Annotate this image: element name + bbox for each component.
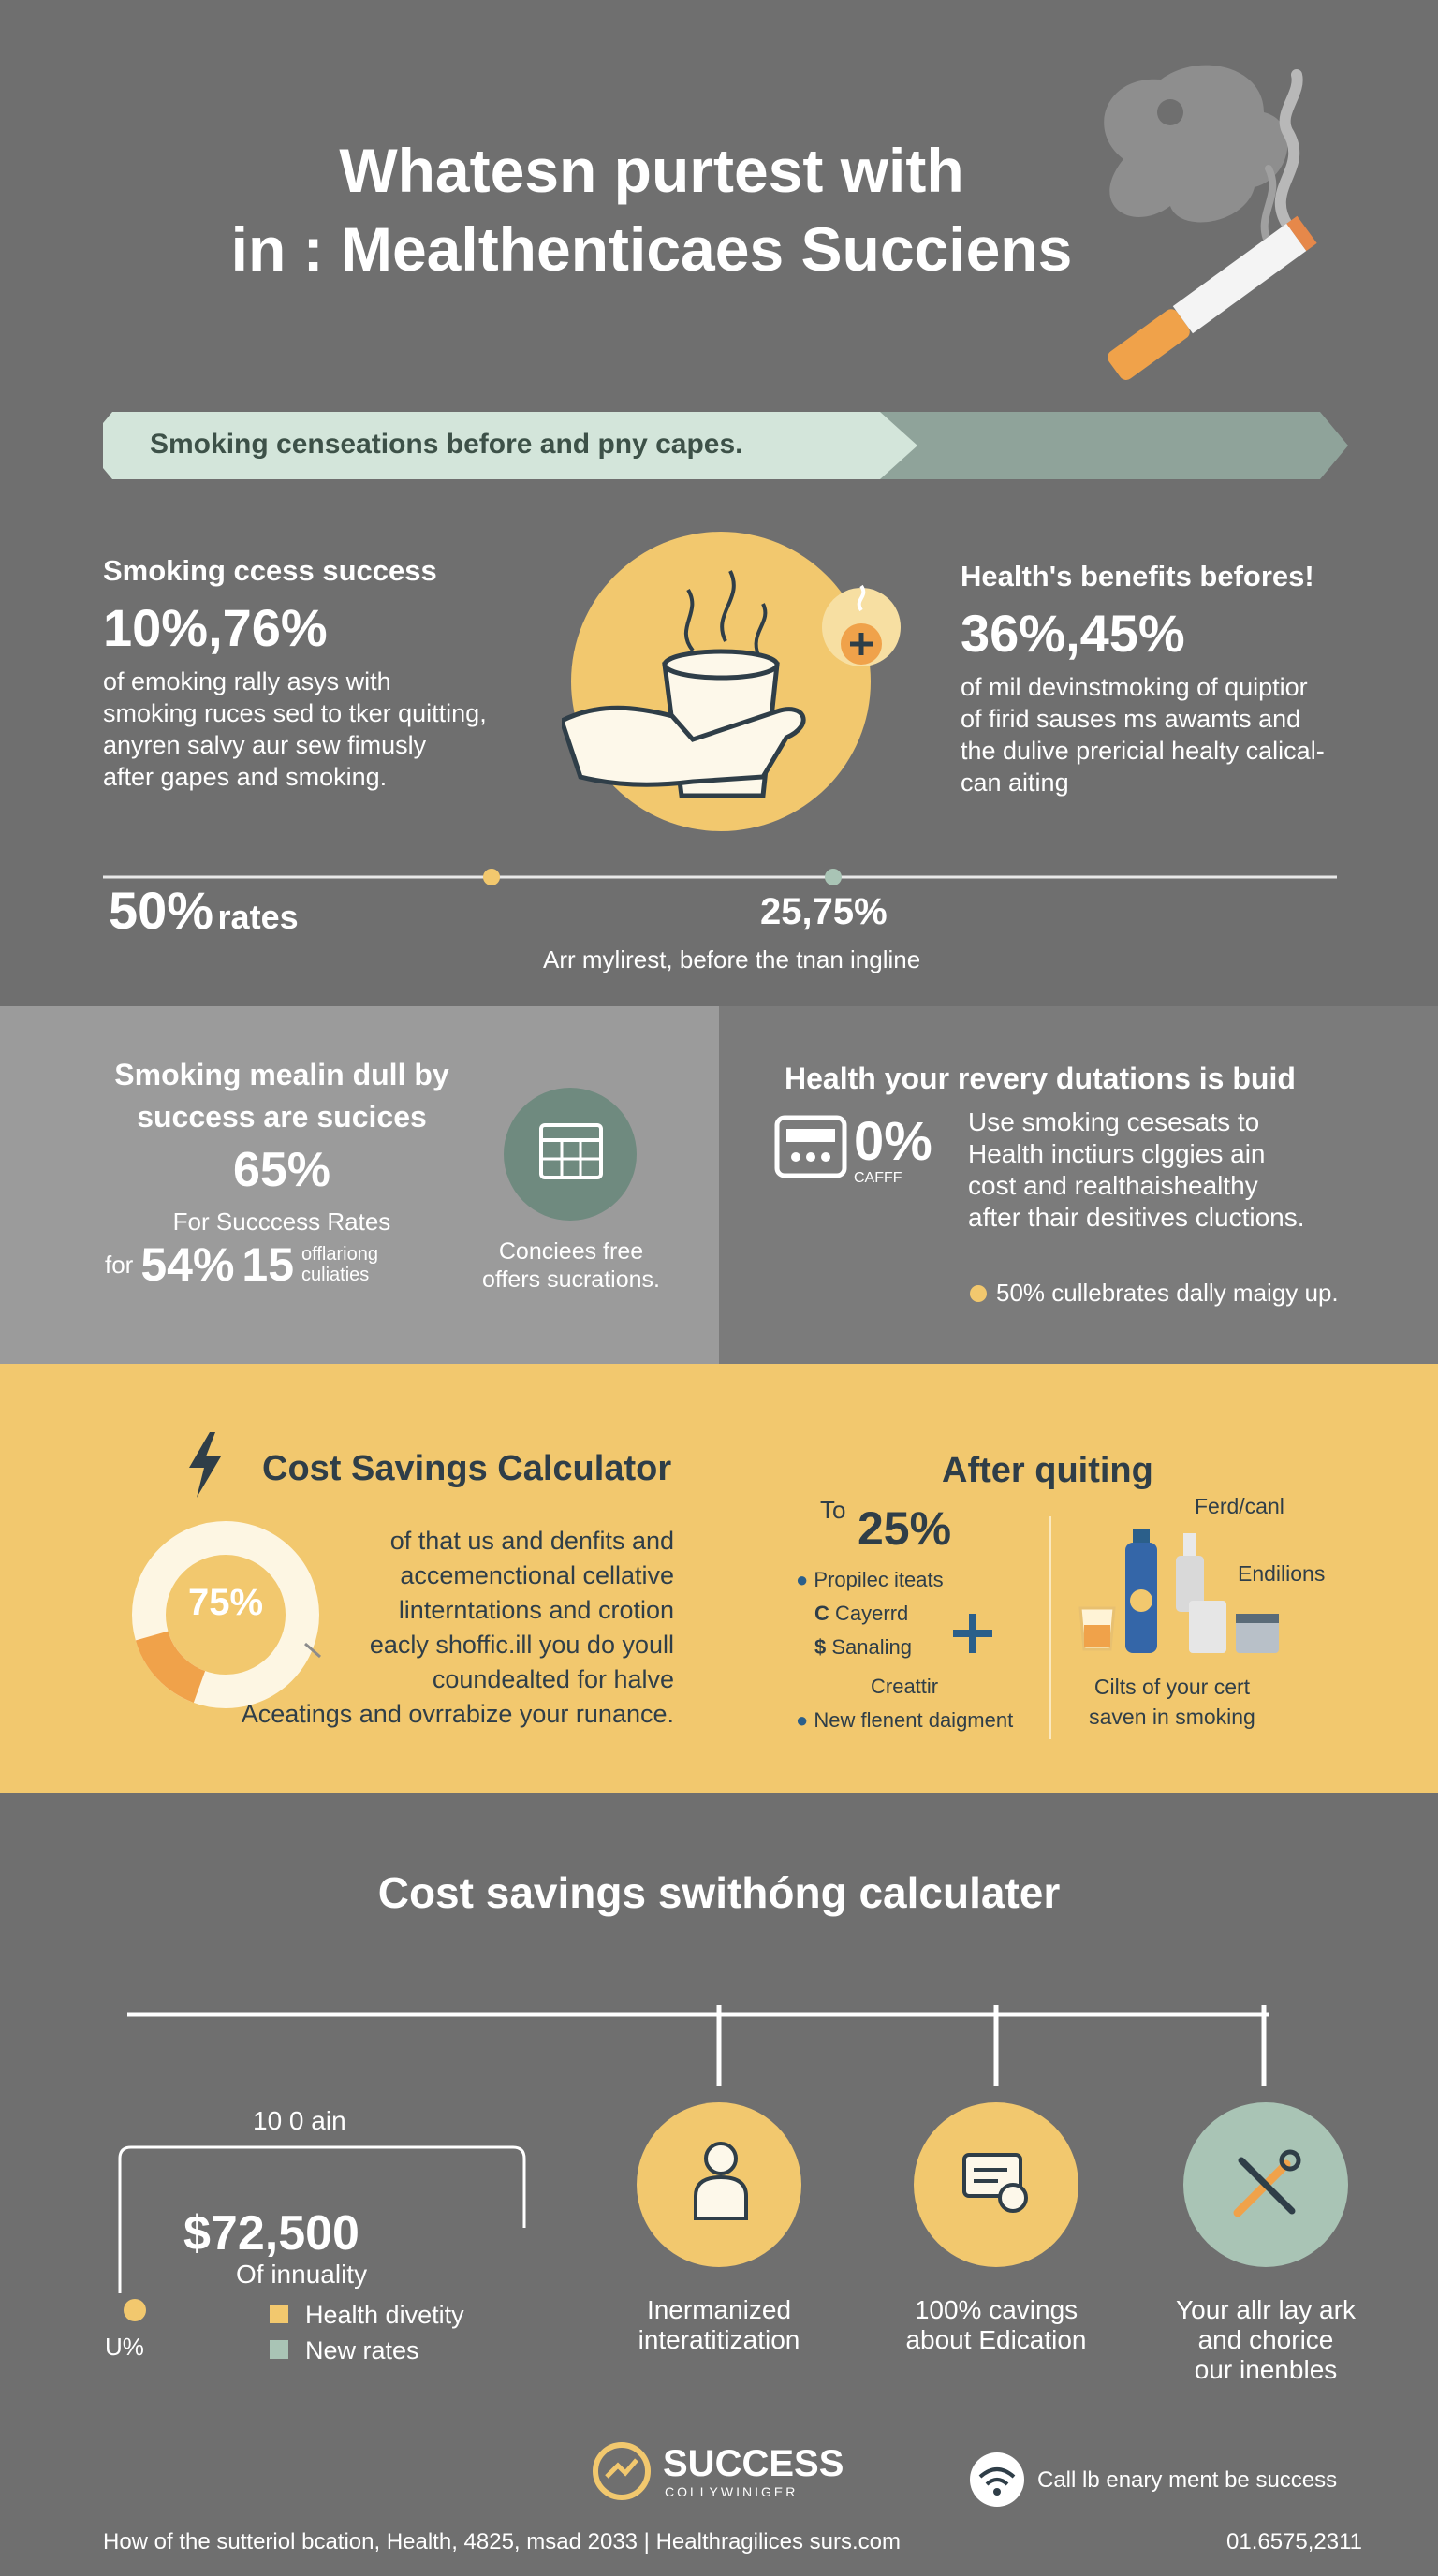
marker-dot xyxy=(124,2299,146,2321)
panel-left-big-b: 15 xyxy=(242,1238,295,1291)
box-icon xyxy=(1189,1601,1226,1653)
panel-left-big-a: 54% xyxy=(140,1238,235,1291)
panel-right-heading: Health your revery dutations is buid xyxy=(785,1061,1296,1095)
stats-left-line: anyren salvy aur sew fimusly xyxy=(103,731,427,759)
step-label-line: interatitization xyxy=(638,2325,800,2354)
footer-call: Call lb enary ment be success xyxy=(1037,2467,1338,2493)
panel-right-line: Use smoking cesesats to xyxy=(968,1107,1260,1136)
document-icon xyxy=(961,2144,1035,2218)
lightning-icon xyxy=(183,1432,227,1498)
after-item-text: New flenent daigment xyxy=(814,1708,1014,1732)
after-item-prefix: $ xyxy=(814,1635,827,1659)
panel-left-heading xyxy=(90,1058,474,1237)
stats-right-line: can aiting xyxy=(961,768,1069,797)
plus-icon xyxy=(949,1610,996,1657)
left-marker-label: U% xyxy=(105,2333,144,2361)
timeline-marker xyxy=(483,869,500,886)
cigarette-icon xyxy=(1105,216,1317,383)
calculator-line: eacly shoffic.ill you do youll xyxy=(369,1631,674,1659)
stats-right-value: 36%,45% xyxy=(961,604,1185,663)
step-label-line: and chorice xyxy=(1197,2325,1334,2354)
calculator-line: coundealted for halve xyxy=(432,1665,674,1693)
after-item-prefix: C xyxy=(814,1602,829,1625)
after-right-caption xyxy=(1060,1672,1284,1732)
after-right-caption-2: saven in smoking xyxy=(1089,1705,1255,1729)
panel-left-sub: For Succcess Rates xyxy=(172,1208,391,1236)
after-right-top: Ferd/canl xyxy=(1195,1494,1284,1518)
cup-hand-illustration xyxy=(562,524,936,842)
timeline-right-value: 25,75% xyxy=(760,891,888,932)
legend-item xyxy=(270,2333,464,2368)
after-value: 25% xyxy=(858,1502,952,1555)
smoke-cloud-icon xyxy=(1104,66,1297,243)
stats-left-heading: Smoking ccess success xyxy=(103,554,437,587)
step-label-line: Inermanized xyxy=(646,2295,792,2324)
stats-right xyxy=(961,560,1401,798)
panel-right-body xyxy=(968,1106,1305,1234)
calendar-caption-2: offers sucrations. xyxy=(482,1266,660,1293)
step-label-line: Your allr lay ark xyxy=(1176,2295,1356,2324)
timeline-caption: Arr mylirest, before the tnan ingline xyxy=(543,945,921,973)
stats-right-line: the dulive prericial healty calical- xyxy=(961,737,1325,765)
stats-right-line: of firid sauses ms awamts and xyxy=(961,705,1301,733)
savings-title-text: Cost savings swithóng calculater xyxy=(377,1868,1061,1917)
timeline-marker xyxy=(825,869,842,886)
donut-value: 75% xyxy=(187,1582,264,1623)
cigarette-smoke-illustration xyxy=(1067,56,1376,384)
column-divider xyxy=(1049,1516,1051,1739)
legend-swatch xyxy=(270,2340,288,2359)
step-label-line: about Edication xyxy=(905,2325,1087,2354)
after-item-text: Cayerrd xyxy=(835,1602,909,1625)
calendar-caption-1: Conciees free xyxy=(498,1238,644,1265)
legend-swatch xyxy=(270,2305,288,2323)
stats-right-heading: Health's benefits befores! xyxy=(961,560,1314,593)
calendar-icon xyxy=(534,1116,609,1191)
stats-left-line: after gapes and smoking. xyxy=(103,763,388,791)
glass-icon xyxy=(1080,1608,1114,1649)
after-item-text: Sanaling xyxy=(831,1635,913,1659)
legend-label: New rates xyxy=(305,2336,419,2364)
bullet-dot: ● xyxy=(796,1568,809,1591)
step-label-line: 100% cavings xyxy=(914,2295,1078,2324)
title-line-1: Whatesn purtest with xyxy=(339,136,964,205)
monitor-icon xyxy=(773,1114,848,1179)
panel-right-line: after thair desitives cluctions. xyxy=(968,1203,1305,1232)
after-quitting-title: After quiting xyxy=(942,1451,1153,1490)
timeline-left xyxy=(109,880,299,941)
banner-text: Smoking censeations before and pny capes. xyxy=(150,429,743,460)
stats-left-line: of emoking rally asys with xyxy=(103,667,391,695)
step-label-3 xyxy=(1120,2295,1412,2385)
stats-left-value: 10%,76% xyxy=(103,598,328,657)
after-right-mid: Endilions xyxy=(1238,1561,1326,1586)
savings-amount: $72,500 xyxy=(183,2206,360,2261)
after-item-creattir: Creattir xyxy=(871,1675,939,1698)
stats-left xyxy=(103,554,534,793)
savings-amount-sub: Of innuality xyxy=(236,2260,368,2289)
panel-left-heading-2: success are sucices xyxy=(137,1100,427,1134)
calculator-body xyxy=(225,1524,674,1732)
stats-left-line: smoking ruces sed to tker quitting, xyxy=(103,699,487,727)
footer-address: How of the sutteriol bcation, Health, 4825, msad 2033 | Healthragilices surs.com xyxy=(103,2529,901,2554)
footer-brand-sub: COLLYWINIGER xyxy=(665,2484,799,2499)
footer-phone: 01.6575,2311 xyxy=(1226,2529,1363,2554)
calculator-line: linterntations and crotion xyxy=(398,1596,674,1624)
panel-left-row xyxy=(105,1237,378,1292)
spray-icon xyxy=(1176,1533,1204,1612)
after-item xyxy=(796,1704,1013,1737)
success-logo-icon xyxy=(592,2441,652,2501)
bottles-illustration xyxy=(1073,1515,1298,1655)
legend-item xyxy=(270,2297,464,2333)
savings-title xyxy=(0,1867,1438,1918)
stats-right-body xyxy=(961,671,1401,798)
tools-icon xyxy=(1228,2147,1303,2222)
legend-label: Health divetity xyxy=(305,2301,464,2329)
panel-left-tiny-1: offlariong xyxy=(301,1244,378,1265)
calculator-line: Aceatings and ovrrabize your runance. xyxy=(241,1700,674,1728)
after-item xyxy=(796,1563,1013,1597)
savings-legend xyxy=(270,2297,464,2368)
panel-right-value: 0% xyxy=(854,1111,932,1172)
panel-right-line: Health inctiurs clggies ain xyxy=(968,1139,1266,1168)
savings-timeline xyxy=(122,1996,1273,2089)
stats-right-line: of mil devinstmoking of quiptior xyxy=(961,673,1308,701)
panel-left-value: 65% xyxy=(232,1143,331,1197)
panel-right-line: cost and realthaishealthy xyxy=(968,1171,1258,1200)
timeline-left-value: 50% xyxy=(109,881,214,940)
timeline-left-label: rates xyxy=(217,898,299,936)
after-right-caption-1: Cilts of your cert xyxy=(1093,1675,1251,1699)
calculator-line: accemenctional cellative xyxy=(400,1561,674,1589)
step-label-1 xyxy=(573,2295,865,2355)
step-label-2 xyxy=(850,2295,1142,2355)
panel-right-value-sub: CAFFF xyxy=(854,1170,902,1186)
panel-left-for: for xyxy=(105,1250,134,1279)
panel-right-bullet-text: 50% cullebrates dally maigy up. xyxy=(996,1279,1339,1307)
panel-left-heading-1: Smoking mealin dull by xyxy=(114,1058,449,1091)
stats-left-body xyxy=(103,666,534,793)
person-icon xyxy=(688,2138,754,2222)
footer-brand: SUCCESS xyxy=(663,2443,844,2484)
bracket-label: 10 0 ain xyxy=(253,2106,346,2135)
after-to-label: To xyxy=(820,1496,846,1524)
calculator-line: of that us and denfits and xyxy=(389,1527,674,1555)
title-line-2: in : Mealthenticaes Succiens xyxy=(230,214,1073,284)
step-label-line: our inenbles xyxy=(1194,2355,1338,2384)
panel-left-tiny-2: culiaties xyxy=(301,1265,370,1285)
wifi-icon xyxy=(976,2462,1018,2499)
panel-right-bullet xyxy=(970,1279,1339,1308)
calendar-caption xyxy=(468,1237,674,1294)
calculator-title: Cost Savings Calculator xyxy=(262,1449,672,1488)
bottle-icon xyxy=(1125,1530,1157,1653)
panel-left-tiny xyxy=(301,1244,378,1285)
after-item-text: Propilec iteats xyxy=(814,1568,944,1591)
bullet-dot: ● xyxy=(796,1708,809,1732)
bullet-dot xyxy=(970,1285,987,1302)
